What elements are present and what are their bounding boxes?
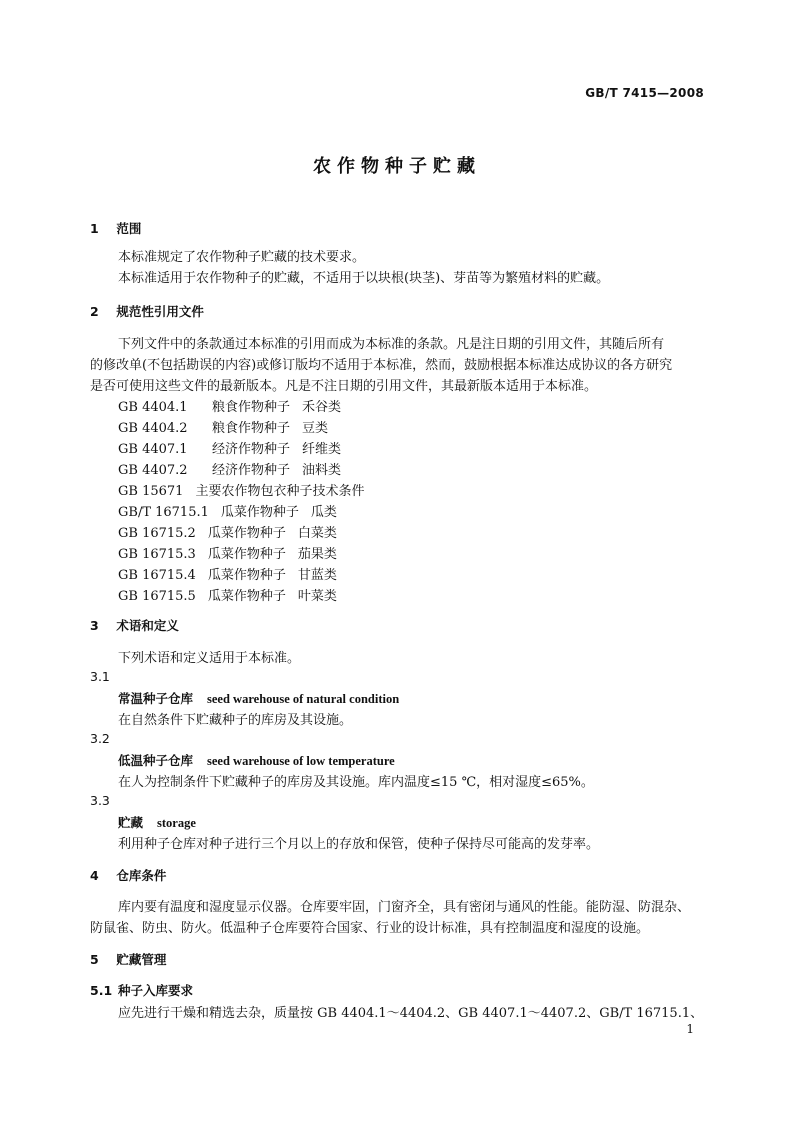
reference-part: 禾谷类 <box>302 400 342 415</box>
section-title: 范围 <box>116 221 142 236</box>
subsection-number: 5.1 <box>90 983 113 998</box>
section-title: 贮藏管理 <box>116 952 167 967</box>
reference-code: GB 4404.1 <box>118 400 188 415</box>
reference-name: 瓜菜作物种子 <box>207 526 286 541</box>
clause-number: 3.2 <box>90 731 110 746</box>
section-number: 5 <box>90 952 99 967</box>
section-2-intro-line-1: 下列文件中的条款通过本标准的引用而成为本标准的条款。凡是注日期的引用文件，其随后所有 <box>118 337 665 352</box>
reference-code: GB 16715.5 <box>118 589 196 604</box>
reference-code: GB 15671 <box>118 484 184 499</box>
reference-code: GB 4407.2 <box>118 463 188 478</box>
term-heading <box>118 689 399 707</box>
page-number: 1 <box>686 1022 694 1036</box>
clause-number: 3.1 <box>90 669 110 684</box>
section-1-paragraph-2: 本标准适用于农作物种子的贮藏，不适用于以块根(块茎)、芽苗等为繁殖材料的贮藏。 <box>118 271 610 286</box>
reference-code: GB/T 16715.1 <box>118 505 209 520</box>
section-title: 术语和定义 <box>116 618 179 633</box>
section-2-intro-line-2: 的修改单(不包括勘误的内容)或修订版均不适用于本标准，然而，鼓励根据本标准达成协议的各方研究 <box>90 358 673 373</box>
reference-item <box>118 438 341 457</box>
reference-code: GB 16715.2 <box>118 526 196 541</box>
reference-part: 豆类 <box>302 421 329 436</box>
term-chinese: 常温种子仓库 <box>118 691 194 706</box>
subsection-5-1-heading <box>90 981 193 999</box>
reference-name: 瓜菜作物种子 <box>220 505 299 520</box>
reference-name: 粮食作物种子 <box>212 421 291 436</box>
section-title: 仓库条件 <box>116 868 167 883</box>
reference-code: GB 4404.2 <box>118 421 188 436</box>
section-title: 规范性引用文件 <box>116 304 204 319</box>
document-title: 农作物种子贮藏 <box>313 156 481 177</box>
term-english: seed warehouse of natural condition <box>207 692 400 706</box>
term-chinese: 贮藏 <box>118 815 144 830</box>
term-english: storage <box>157 816 196 830</box>
reference-item <box>118 480 364 499</box>
reference-name: 主要农作物包衣种子技术条件 <box>195 484 365 499</box>
reference-code: GB 16715.4 <box>118 568 196 583</box>
term-chinese: 低温种子仓库 <box>118 753 194 768</box>
reference-item <box>118 417 328 436</box>
section-1-paragraph-1: 本标准规定了农作物种子贮藏的技术要求。 <box>118 250 366 265</box>
reference-item <box>118 543 337 562</box>
reference-part: 纤维类 <box>302 442 342 457</box>
reference-code: GB 16715.3 <box>118 547 196 562</box>
section-number: 4 <box>90 868 99 883</box>
clause-number: 3.3 <box>90 793 110 808</box>
reference-part: 瓜类 <box>310 505 337 520</box>
reference-code: GB 4407.1 <box>118 442 188 457</box>
reference-part: 白菜类 <box>297 526 337 541</box>
term-english: seed warehouse of low temperature <box>207 754 395 768</box>
reference-part: 油料类 <box>302 463 342 478</box>
reference-name: 瓜菜作物种子 <box>207 547 286 562</box>
reference-name: 经济作物种子 <box>212 463 291 478</box>
reference-item <box>118 501 337 520</box>
section-4-line-2: 防鼠雀、防虫、防火。低温种子仓库要符合国家、行业的设计标准，具有控制温度和湿度的设施。 <box>90 921 650 936</box>
reference-item <box>118 585 337 604</box>
section-3-intro: 下列术语和定义适用于本标准。 <box>118 651 301 666</box>
reference-part: 叶菜类 <box>297 589 337 604</box>
reference-item <box>118 564 337 583</box>
term-heading <box>118 813 196 831</box>
standard-number: GB/T 7415—2008 <box>585 86 704 100</box>
reference-item <box>118 522 337 541</box>
subsection-5-1-line-1: 应先进行干燥和精选去杂，质量按 GB 4404.1～4404.2、GB 4407.1～4407.2、GB/T 16715.1、 <box>118 1006 704 1021</box>
section-3-heading <box>90 616 179 634</box>
section-number: 1 <box>90 221 99 236</box>
section-4-heading <box>90 866 166 884</box>
section-number: 2 <box>90 304 99 319</box>
reference-item <box>118 396 341 415</box>
section-2-heading <box>90 302 204 320</box>
section-4-line-1: 库内要有温度和湿度显示仪器。仓库要牢固，门窗齐全，具有密闭与通风的性能。能防湿、防混杂、 <box>118 900 691 915</box>
term-definition: 在自然条件下贮藏种子的库房及其设施。 <box>118 713 353 728</box>
reference-name: 经济作物种子 <box>212 442 291 457</box>
reference-part: 甘蓝类 <box>297 568 337 583</box>
reference-name: 粮食作物种子 <box>212 400 291 415</box>
section-2-intro-line-3: 是否可使用这些文件的最新版本。凡是不注日期的引用文件，其最新版本适用于本标准。 <box>90 379 598 394</box>
reference-part: 茄果类 <box>297 547 337 562</box>
reference-name: 瓜菜作物种子 <box>207 589 286 604</box>
section-number: 3 <box>90 618 99 633</box>
reference-item <box>118 459 341 478</box>
term-definition: 利用种子仓库对种子进行三个月以上的存放和保管，使种子保持尽可能高的发芽率。 <box>118 837 600 852</box>
section-1-heading <box>90 219 141 237</box>
subsection-title: 种子入库要求 <box>118 983 194 998</box>
term-heading <box>118 751 395 769</box>
term-definition: 在人为控制条件下贮藏种子的库房及其设施。库内温度≤15 ℃，相对湿度≤65%。 <box>118 775 594 790</box>
reference-name: 瓜菜作物种子 <box>207 568 286 583</box>
section-5-heading <box>90 950 166 968</box>
